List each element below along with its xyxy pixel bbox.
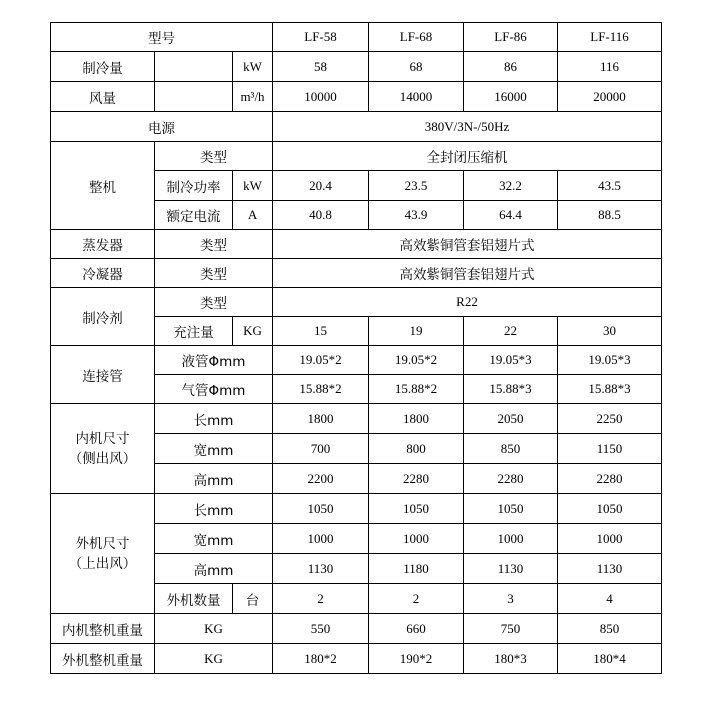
outdoor-size-label [51,494,155,614]
gas-pipe-value: 15.88*2 [369,375,464,404]
indoor-weight-value: 750 [464,614,558,644]
cooling-power-value: 32.2 [464,171,558,201]
outdoor-height-value: 1180 [369,554,464,584]
condenser-type-label: 类型 [155,259,273,288]
rated-current-value: 64.4 [464,201,558,230]
condenser-label: 冷凝器 [51,259,155,288]
row-model [51,23,662,52]
outdoor-length-value: 1050 [558,494,662,524]
indoor-length-value: 2250 [558,404,662,434]
airflow-value: 10000 [273,82,369,112]
charge-value: 19 [369,317,464,346]
indoor-size-label-line2: （侧出风） [68,450,137,467]
outdoor-count-value: 2 [369,584,464,614]
outdoor-width-value: 1000 [558,524,662,554]
outdoor-weight-unit: KG [155,644,273,674]
spec-table [50,22,662,674]
charge-unit: KG [233,317,273,346]
outdoor-weight-label: 外机整机重量 [51,644,155,674]
liquid-pipe-value: 19.05*2 [273,346,369,375]
cooling-power-value: 43.5 [558,171,662,201]
indoor-width-value: 800 [369,434,464,464]
empty-cell [155,82,233,112]
evaporator-label: 蒸发器 [51,230,155,259]
model-label: 型号 [51,23,273,52]
row-liquid-pipe [51,346,662,375]
outdoor-length-value: 1050 [369,494,464,524]
row-outdoor-length [51,494,662,524]
outdoor-weight-value: 180*2 [273,644,369,674]
outdoor-count-value: 2 [273,584,369,614]
indoor-weight-unit: KG [155,614,273,644]
cooling-power-value: 23.5 [369,171,464,201]
outdoor-count-unit: 台 [233,584,273,614]
rated-current-value: 40.8 [273,201,369,230]
spec-table-container [50,22,662,674]
indoor-length-label: 长mm [155,404,273,434]
row-indoor-weight [51,614,662,644]
cooling-capacity-value: 68 [369,52,464,82]
outdoor-width-value: 1000 [273,524,369,554]
cooling-capacity-value: 58 [273,52,369,82]
indoor-height-value: 2200 [273,464,369,494]
outdoor-weight-value: 180*3 [464,644,558,674]
indoor-height-value: 2280 [464,464,558,494]
model-value: LF-116 [558,23,662,52]
empty-cell [155,52,233,82]
refrigerant-label: 制冷剂 [51,288,155,346]
outdoor-length-value: 1050 [273,494,369,524]
outdoor-width-label: 宽mm [155,524,273,554]
row-power-supply [51,112,662,142]
row-unit-type [51,142,662,171]
airflow-label: 风量 [51,82,155,112]
outdoor-size-label-line2: （上出风） [68,555,137,572]
indoor-height-label: 高mm [155,464,273,494]
refrigerant-type-value: R22 [273,288,662,317]
row-condenser [51,259,662,288]
model-value: LF-68 [369,23,464,52]
indoor-weight-value: 850 [558,614,662,644]
indoor-width-label: 宽mm [155,434,273,464]
evaporator-type-value: 高效紫铜管套铝翅片式 [273,230,662,259]
charge-value: 30 [558,317,662,346]
outdoor-width-value: 1000 [369,524,464,554]
gas-pipe-label: 气管Φmm [155,375,273,404]
outdoor-length-label: 长mm [155,494,273,524]
liquid-pipe-value: 19.05*3 [464,346,558,375]
indoor-length-value: 1800 [369,404,464,434]
condenser-type-value: 高效紫铜管套铝翅片式 [273,259,662,288]
piping-label: 连接管 [51,346,155,404]
outdoor-height-label: 高mm [155,554,273,584]
outdoor-length-value: 1050 [464,494,558,524]
indoor-width-value: 700 [273,434,369,464]
outdoor-height-value: 1130 [464,554,558,584]
airflow-value: 14000 [369,82,464,112]
outdoor-width-value: 1000 [464,524,558,554]
gas-pipe-value: 15.88*2 [273,375,369,404]
airflow-unit: m³/h [233,82,273,112]
outdoor-count-label: 外机数量 [155,584,233,614]
airflow-value: 20000 [558,82,662,112]
row-refrigerant-type [51,288,662,317]
unit-type-value: 全封闭压缩机 [273,142,662,171]
rated-current-value: 88.5 [558,201,662,230]
rated-current-label: 额定电流 [155,201,233,230]
liquid-pipe-value: 19.05*3 [558,346,662,375]
outdoor-size-label-line1: 外机尺寸 [75,535,130,552]
indoor-weight-value: 660 [369,614,464,644]
gas-pipe-value: 15.88*3 [558,375,662,404]
indoor-length-value: 1800 [273,404,369,434]
cooling-capacity-value: 86 [464,52,558,82]
cooling-power-unit: kW [233,171,273,201]
indoor-size-label-line1: 内机尺寸 [75,430,130,447]
outdoor-weight-value: 180*4 [558,644,662,674]
row-airflow [51,82,662,112]
indoor-height-value: 2280 [369,464,464,494]
liquid-pipe-value: 19.05*2 [369,346,464,375]
outdoor-count-value: 4 [558,584,662,614]
refrigerant-type-label: 类型 [155,288,273,317]
rated-current-value: 43.9 [369,201,464,230]
outdoor-weight-value: 190*2 [369,644,464,674]
indoor-length-value: 2050 [464,404,558,434]
row-outdoor-weight [51,644,662,674]
cooling-capacity-value: 116 [558,52,662,82]
indoor-width-value: 850 [464,434,558,464]
outdoor-height-value: 1130 [558,554,662,584]
outdoor-count-value: 3 [464,584,558,614]
indoor-size-label [51,404,155,494]
liquid-pipe-label: 液管Φmm [155,346,273,375]
charge-label: 充注量 [155,317,233,346]
indoor-weight-value: 550 [273,614,369,644]
indoor-weight-label: 内机整机重量 [51,614,155,644]
unit-type-label: 类型 [155,142,273,171]
row-evaporator [51,230,662,259]
model-value: LF-58 [273,23,369,52]
rated-current-unit: A [233,201,273,230]
unit-label: 整机 [51,142,155,230]
outdoor-height-value: 1130 [273,554,369,584]
evaporator-type-label: 类型 [155,230,273,259]
charge-value: 22 [464,317,558,346]
cooling-power-label: 制冷功率 [155,171,233,201]
cooling-capacity-unit: kW [233,52,273,82]
charge-value: 15 [273,317,369,346]
cooling-power-value: 20.4 [273,171,369,201]
cooling-capacity-label: 制冷量 [51,52,155,82]
model-value: LF-86 [464,23,558,52]
power-supply-label: 电源 [51,112,273,142]
airflow-value: 16000 [464,82,558,112]
row-indoor-length [51,404,662,434]
indoor-height-value: 2280 [558,464,662,494]
row-cooling-capacity [51,52,662,82]
indoor-width-value: 1150 [558,434,662,464]
gas-pipe-value: 15.88*3 [464,375,558,404]
power-supply-value: 380V/3N-/50Hz [273,112,662,142]
